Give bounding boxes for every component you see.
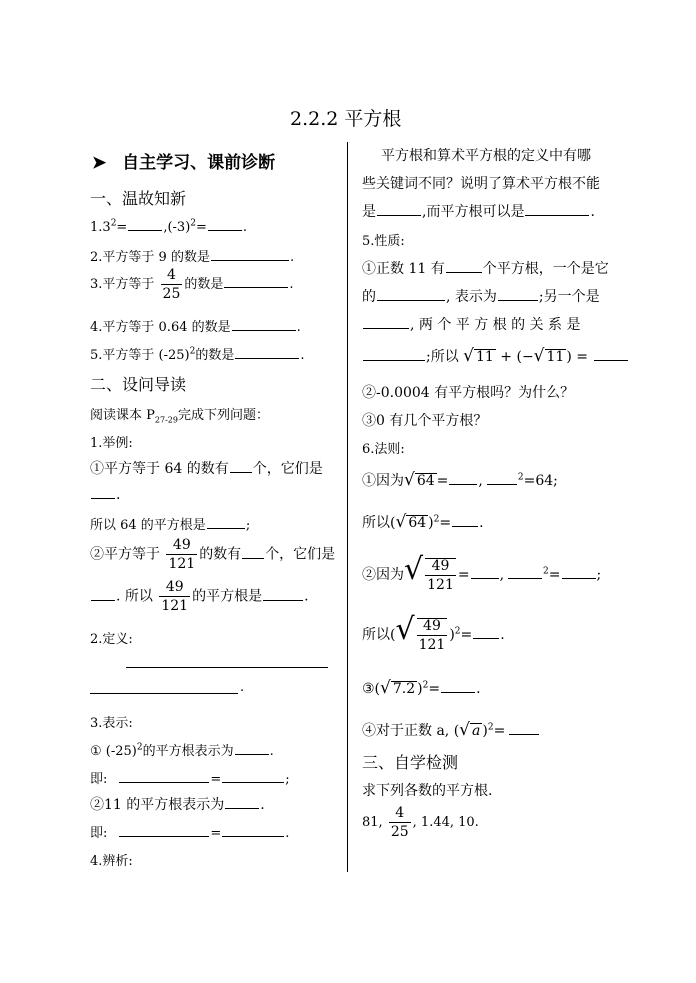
property-1-line3: , 两 个 平 方 根 的 关 系 是	[362, 314, 581, 334]
answer-blank[interactable]	[471, 566, 499, 579]
sqrt-sign-icon: √	[395, 612, 415, 647]
check-intro: 求下列各数的平方根.	[362, 783, 493, 799]
question-1: $1.3^2= ,(-3)^2=$ .	[90, 218, 248, 235]
answer-blank[interactable]	[562, 566, 596, 579]
answer-blank[interactable]	[222, 770, 284, 783]
answer-blank[interactable]	[594, 348, 628, 361]
definition-line-1[interactable]	[126, 667, 328, 668]
answer-blank[interactable]	[207, 516, 245, 529]
answer-blank[interactable]	[377, 288, 445, 301]
answer-blank[interactable]	[119, 824, 209, 837]
law-1: ①因为√ 64 = , $^2$=64;	[362, 470, 558, 490]
answer-blank[interactable]	[224, 275, 288, 288]
answer-blank[interactable]	[441, 680, 475, 693]
answer-blank[interactable]	[211, 248, 289, 261]
answer-blank[interactable]	[377, 203, 421, 216]
question-keywords-line1: 平方根和算术平方根的定义中有哪	[381, 148, 591, 164]
law-title: 6.法则:	[362, 442, 405, 457]
example-1: ①平方等于 64 的数有 个，它们是	[90, 461, 323, 477]
representation-2-eq: 即: = .	[90, 826, 290, 841]
answer-blank[interactable]	[446, 260, 482, 273]
answer-blank[interactable]	[508, 566, 542, 579]
question-4: 4.平方等于 0.64 的数是 .	[90, 320, 301, 335]
property-1: ①正数 11 有 个平方根，一个是它	[362, 261, 609, 277]
example-2: ②平方等于 $\frac{49}{121}$ 的数有 个，它们是	[90, 537, 336, 572]
example-title: 1.举例:	[90, 436, 133, 451]
example-1-conclusion: 所以 64 的平方根是 ;	[90, 518, 251, 533]
answer-blank[interactable]	[128, 218, 162, 231]
part3-title: 三、自学检测	[362, 753, 459, 772]
answer-blank[interactable]	[119, 770, 209, 783]
property-3: ③0 有几个平方根？	[362, 413, 488, 429]
question-5: 5.平方等于 $(-25)^2$的数是 .	[90, 346, 305, 363]
sqrt-sign-icon: √	[404, 470, 415, 490]
answer-blank[interactable]	[263, 588, 303, 601]
section-heading-text: 自主学习、课前诊断	[122, 153, 276, 173]
part2-title: 二、设问导读	[90, 375, 187, 394]
sqrt-sign-icon: √	[395, 512, 407, 532]
answer-blank[interactable]	[208, 218, 242, 231]
definition-period: .	[240, 680, 245, 695]
answer-blank[interactable]	[363, 316, 409, 329]
law-3: ③(√ 7.2 )$^2$= .	[362, 678, 481, 698]
representation-1-eq: 即: = ;	[90, 772, 290, 787]
sqrt-sign-icon: √	[459, 720, 471, 740]
sqrt-sign-icon: √	[404, 552, 424, 587]
property-title: 5.性质:	[362, 234, 405, 249]
sum-expression: + (−√ 11 ) =	[500, 346, 588, 366]
answer-blank[interactable]	[232, 318, 296, 331]
answer-blank[interactable]	[473, 626, 499, 639]
question-keywords-line2: 些关键词不同？说明了算术平方根不能	[362, 176, 600, 192]
law-2-conclusion: 所以(√ $\frac{49}{121}$ )$^2$= .	[362, 612, 505, 653]
question-2: 2.平方等于 9 的数是 .	[90, 250, 295, 265]
column-divider	[347, 142, 348, 872]
representation-2: ②11 的平方根表示为 .	[90, 797, 265, 813]
fraction: $\frac{49}{121}$	[168, 537, 196, 572]
question-keywords-line3: 是 ,而平方根可以是 .	[362, 204, 595, 220]
answer-blank[interactable]	[225, 796, 259, 809]
answer-blank[interactable]	[235, 346, 299, 359]
answer-blank[interactable]	[91, 486, 115, 499]
answer-blank[interactable]	[363, 348, 425, 361]
question-3: 3.平方等于 $\frac{4}{25}$ 的数是 .	[90, 267, 294, 302]
section-heading	[92, 148, 275, 173]
representation-title: 3.表示:	[90, 716, 133, 731]
answer-blank[interactable]	[509, 722, 539, 735]
sqrt-sign-icon: √	[533, 346, 545, 366]
answer-blank[interactable]	[230, 460, 252, 473]
answer-blank[interactable]	[242, 546, 264, 559]
answer-blank[interactable]	[235, 742, 269, 755]
property-1-line4: ;所以 √ 11 + (−√ 11 ) =	[362, 346, 629, 366]
answer-blank[interactable]	[525, 203, 589, 216]
check-numbers: 81, $\frac{4}{25}$ , 1.44, 10.	[362, 805, 479, 840]
law-4: ④对于正数 a, (√ a )$^2$=	[362, 720, 540, 740]
reading-instruction: 阅读课本 $P_{27-29}$完成下列问题：	[90, 408, 269, 425]
answer-blank[interactable]	[452, 514, 478, 527]
sqrt-sign-icon: √	[463, 346, 475, 366]
arrow-bullet-icon: ➤	[92, 153, 107, 173]
example-2-cont: . 所以 $\frac{49}{121}$ 的平方根是 .	[90, 580, 309, 613]
law-1-conclusion: 所以(√ 64 )$^2$= .	[362, 512, 484, 532]
page-title: 2.2.2 平方根	[290, 108, 402, 130]
part1-title: 一、温故知新	[90, 189, 187, 208]
answer-blank[interactable]	[487, 472, 517, 485]
answer-blank[interactable]	[449, 472, 477, 485]
sqrt-sign-icon: √	[380, 678, 391, 698]
representation-1: ① $(-25)^2$的平方根表示为 .	[90, 742, 274, 759]
example-1-cont: .	[90, 486, 120, 503]
property-1-line2: 的 , 表示为 ;另一个是	[362, 289, 600, 305]
fraction: $\frac{4}{25}$	[162, 267, 181, 302]
answer-blank[interactable]	[498, 288, 538, 301]
definition-line-2[interactable]	[90, 693, 238, 694]
property-2: ②-0.0004 有平方根吗？为什么？	[362, 385, 575, 401]
fraction: $\frac{49}{121}$	[161, 579, 189, 614]
analysis-title: 4.辨析:	[90, 854, 133, 869]
fraction: $\frac{49}{121}$	[427, 558, 454, 593]
law-2: ②因为√ $\frac{49}{121}$ = , $^2$= ;	[362, 552, 602, 593]
answer-blank[interactable]	[222, 824, 284, 837]
fraction: $\frac{4}{25}$	[390, 805, 409, 840]
answer-blank[interactable]	[91, 588, 115, 601]
definition-title: 2.定义:	[90, 632, 133, 647]
fraction: $\frac{49}{121}$	[418, 618, 446, 653]
